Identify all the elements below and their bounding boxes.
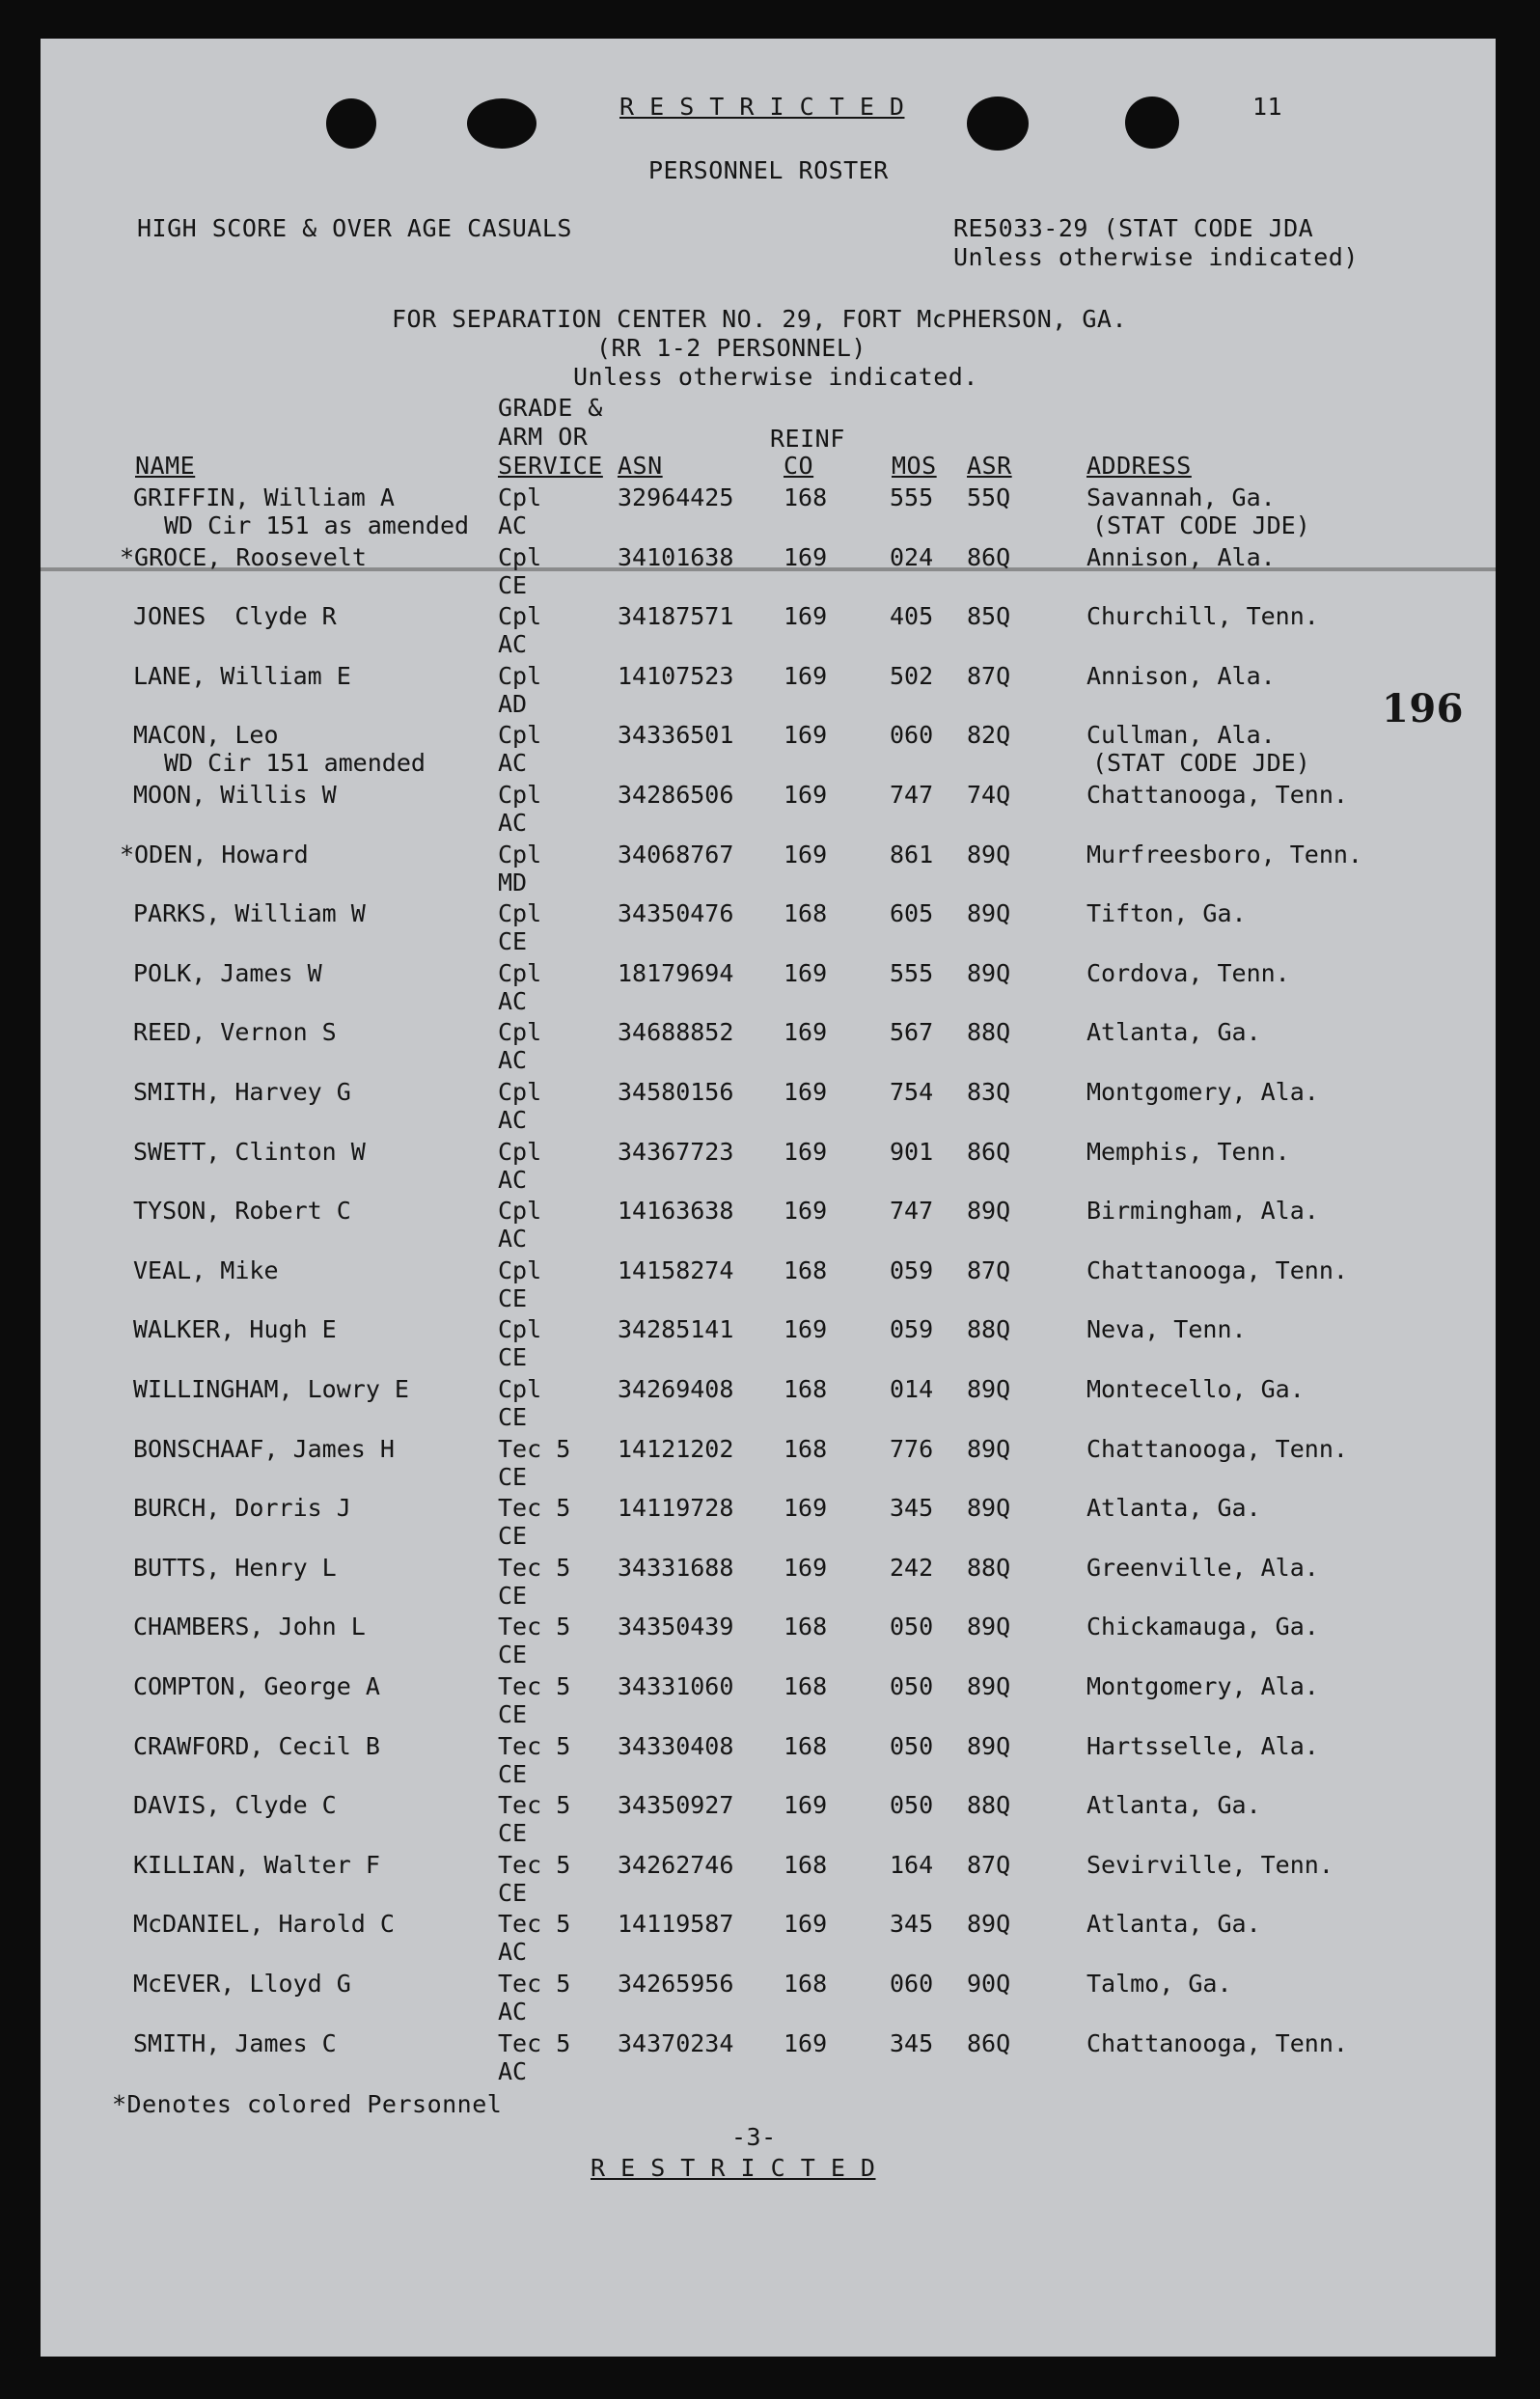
row-reinf-co: 169 [784, 958, 828, 987]
row-asn: 14107523 [618, 661, 734, 690]
row-grade: Cpl [498, 483, 542, 511]
row-name: POLK, James W [133, 958, 322, 987]
row-name: CRAWFORD, Cecil B [133, 1731, 380, 1760]
row-name: McEVER, Lloyd G [133, 1970, 351, 1998]
row-address: Chattanooga, Tenn. [1086, 781, 1348, 809]
row-asr: 86Q [967, 1137, 1011, 1166]
row-grade: Tec 5 [498, 1434, 571, 1463]
row-asr: 55Q [967, 483, 1011, 511]
table-row [41, 1731, 1496, 1791]
header-mos: MOS [892, 452, 937, 480]
table-row [41, 1553, 1496, 1613]
row-reinf-co: 169 [784, 661, 828, 690]
row-asr: 89Q [967, 958, 1011, 987]
row-address: Churchill, Tenn. [1086, 602, 1319, 631]
row-grade: Cpl [498, 1375, 542, 1403]
row-asr: 86Q [967, 542, 1011, 571]
row-asn: 34350927 [618, 1791, 734, 1820]
row-grade: Tec 5 [498, 1553, 571, 1582]
row-arm-service: AC [498, 1998, 528, 2026]
row-grade: Tec 5 [498, 1970, 571, 1998]
row-address: Chattanooga, Tenn. [1086, 1434, 1348, 1463]
row-reinf-co: 169 [784, 840, 828, 869]
row-grade: Tec 5 [498, 1910, 571, 1939]
row-asn: 34187571 [618, 602, 734, 631]
row-arm-service: AC [498, 511, 528, 539]
row-asn: 34336501 [618, 721, 734, 750]
row-asr: 89Q [967, 1613, 1011, 1641]
row-asn: 34265956 [618, 1970, 734, 1998]
table-row [41, 1017, 1496, 1077]
row-arm-service: AC [498, 2056, 528, 2085]
header-grade-line-2: ARM OR [498, 423, 589, 451]
table-row [41, 720, 1496, 780]
table-row [41, 542, 1496, 602]
row-arm-service: AC [498, 1938, 528, 1967]
row-note: WD Cir 151 as amended [164, 511, 470, 539]
row-arm-service: CE [498, 927, 528, 956]
row-reinf-co: 168 [784, 1613, 828, 1641]
row-address: Sevirville, Tenn. [1086, 1850, 1334, 1879]
table-row [41, 1434, 1496, 1494]
row-mos: 060 [890, 721, 934, 750]
row-mos: 754 [890, 1078, 934, 1106]
row-grade: Tec 5 [498, 1850, 571, 1879]
row-arm-service: AC [498, 1106, 528, 1134]
row-grade: Cpl [498, 721, 542, 750]
row-arm-service: AC [498, 630, 528, 659]
row-reinf-co: 168 [784, 1731, 828, 1760]
row-name: GRIFFIN, William A [133, 483, 395, 511]
row-address: Chickamauga, Ga. [1086, 1613, 1319, 1641]
center-line-2: (RR 1-2 PERSONNEL) [596, 334, 866, 362]
row-grade: Tec 5 [498, 1731, 571, 1760]
table-row [41, 2028, 1496, 2088]
header-grade-line-1: GRADE & [498, 394, 603, 422]
row-reinf-co: 168 [784, 899, 828, 928]
row-address: Cordova, Tenn. [1086, 958, 1290, 987]
row-arm-service: MD [498, 868, 528, 896]
row-reinf-co: 169 [784, 1315, 828, 1344]
header-co: CO [784, 452, 814, 480]
row-asr: 88Q [967, 1018, 1011, 1047]
row-address: Montgomery, Ala. [1086, 1078, 1319, 1106]
row-mos: 567 [890, 1018, 934, 1047]
row-asr: 85Q [967, 602, 1011, 631]
row-name: BUTTS, Henry L [133, 1553, 337, 1582]
row-asn: 34262746 [618, 1850, 734, 1879]
row-grade: Tec 5 [498, 1791, 571, 1820]
header-reinf: REINF [770, 425, 845, 453]
table-row [41, 1969, 1496, 2028]
row-reinf-co: 168 [784, 1375, 828, 1403]
row-address: Memphis, Tenn. [1086, 1137, 1290, 1166]
table-row [41, 1850, 1496, 1910]
row-name: *GROCE, Roosevelt [120, 542, 367, 571]
row-address: Talmo, Ga. [1086, 1970, 1232, 1998]
row-grade: Cpl [498, 1255, 542, 1284]
document-page [41, 39, 1496, 2357]
header-name: NAME [135, 452, 196, 480]
row-reinf-co: 169 [784, 1791, 828, 1820]
row-name: SWETT, Clinton W [133, 1137, 366, 1166]
table-row [41, 1077, 1496, 1137]
row-arm-service: CE [498, 1403, 528, 1431]
row-asr: 90Q [967, 1970, 1011, 1998]
row-arm-service: CE [498, 1462, 528, 1491]
row-asr: 89Q [967, 1731, 1011, 1760]
table-row [41, 1255, 1496, 1315]
row-name: COMPTON, George A [133, 1672, 380, 1700]
row-reinf-co: 169 [784, 1197, 828, 1226]
row-mos: 242 [890, 1553, 934, 1582]
row-address: Annison, Ala. [1086, 661, 1276, 690]
row-address-note: (STAT CODE JDE) [1092, 511, 1310, 539]
row-asn: 34285141 [618, 1315, 734, 1344]
row-address: Cullman, Ala. [1086, 721, 1276, 750]
row-asr: 87Q [967, 1255, 1011, 1284]
group-title: HIGH SCORE & OVER AGE CASUALS [137, 214, 572, 242]
table-row [41, 898, 1496, 958]
row-reinf-co: 169 [784, 1494, 828, 1523]
row-name: SMITH, James C [133, 2028, 337, 2057]
row-arm-service: AC [498, 1165, 528, 1194]
row-name: WALKER, Hugh E [133, 1315, 337, 1344]
row-asr: 89Q [967, 1910, 1011, 1939]
row-arm-service: CE [498, 1759, 528, 1788]
row-mos: 059 [890, 1255, 934, 1284]
row-asn: 14158274 [618, 1255, 734, 1284]
header-address: ADDRESS [1086, 452, 1192, 480]
header-asn: ASN [618, 452, 663, 480]
row-arm-service: CE [498, 1343, 528, 1372]
row-reinf-co: 169 [784, 2028, 828, 2057]
row-name: SMITH, Harvey G [133, 1078, 351, 1106]
row-asn: 34286506 [618, 781, 734, 809]
roster-title: PERSONNEL ROSTER [648, 156, 889, 184]
row-asn: 34269408 [618, 1375, 734, 1403]
row-mos: 502 [890, 661, 934, 690]
row-asn: 34688852 [618, 1018, 734, 1047]
row-reinf-co: 168 [784, 483, 828, 511]
table-row [41, 1137, 1496, 1197]
row-mos: 405 [890, 602, 934, 631]
row-mos: 901 [890, 1137, 934, 1166]
row-mos: 059 [890, 1315, 934, 1344]
table-row [41, 1790, 1496, 1850]
row-asr: 82Q [967, 721, 1011, 750]
header-asr: ASR [967, 452, 1012, 480]
restricted-footer: R E S T R I C T E D [591, 2154, 876, 2182]
row-address-note: (STAT CODE JDE) [1092, 749, 1310, 778]
row-asr: 88Q [967, 1553, 1011, 1582]
row-mos: 164 [890, 1850, 934, 1879]
row-asn: 34331688 [618, 1553, 734, 1582]
row-mos: 050 [890, 1672, 934, 1700]
row-address: Annison, Ala. [1086, 542, 1276, 571]
row-address: Tifton, Ga. [1086, 899, 1247, 928]
row-address: Atlanta, Ga. [1086, 1494, 1261, 1523]
row-asn: 34350476 [618, 899, 734, 928]
row-asr: 89Q [967, 1434, 1011, 1463]
row-address: Hartsselle, Ala. [1086, 1731, 1319, 1760]
row-arm-service: AC [498, 809, 528, 837]
row-name: KILLIAN, Walter F [133, 1850, 380, 1879]
row-name: MACON, Leo [133, 721, 279, 750]
punch-hole [967, 97, 1029, 151]
row-mos: 747 [890, 781, 934, 809]
row-asr: 89Q [967, 1494, 1011, 1523]
row-grade: Cpl [498, 1018, 542, 1047]
page-number: 11 [1252, 93, 1283, 121]
row-grade: Cpl [498, 1197, 542, 1226]
row-mos: 345 [890, 2028, 934, 2057]
row-address: Chattanooga, Tenn. [1086, 1255, 1348, 1284]
row-name: JONES Clyde R [133, 602, 337, 631]
row-address: Montecello, Ga. [1086, 1375, 1305, 1403]
row-asn: 34580156 [618, 1078, 734, 1106]
table-row [41, 1374, 1496, 1434]
row-reinf-co: 169 [784, 542, 828, 571]
row-arm-service: CE [498, 570, 528, 599]
restricted-header: R E S T R I C T E D [619, 93, 905, 121]
row-arm-service: AC [498, 749, 528, 778]
reference-line-1: RE5033-29 (STAT CODE JDA [953, 214, 1314, 242]
row-asr: 87Q [967, 1850, 1011, 1879]
row-grade: Tec 5 [498, 1494, 571, 1523]
row-asr: 89Q [967, 899, 1011, 928]
row-arm-service: CE [498, 1283, 528, 1312]
row-name: LANE, William E [133, 661, 351, 690]
row-asr: 83Q [967, 1078, 1011, 1106]
row-grade: Cpl [498, 958, 542, 987]
row-address: Savannah, Ga. [1086, 483, 1276, 511]
footnote: *Denotes colored Personnel [112, 2090, 503, 2118]
table-row [41, 1196, 1496, 1255]
row-name: BONSCHAAF, James H [133, 1434, 395, 1463]
row-name: WILLINGHAM, Lowry E [133, 1375, 409, 1403]
row-mos: 050 [890, 1791, 934, 1820]
row-grade: Cpl [498, 661, 542, 690]
row-name: PARKS, William W [133, 899, 366, 928]
row-mos: 861 [890, 840, 934, 869]
row-address: Greenville, Ala. [1086, 1553, 1319, 1582]
row-name: MOON, Willis W [133, 781, 337, 809]
row-grade: Tec 5 [498, 1613, 571, 1641]
row-asr: 88Q [967, 1791, 1011, 1820]
row-reinf-co: 169 [784, 1137, 828, 1166]
row-asn: 34101638 [618, 542, 734, 571]
row-reinf-co: 168 [784, 1850, 828, 1879]
row-name: VEAL, Mike [133, 1255, 279, 1284]
row-asn: 34331060 [618, 1672, 734, 1700]
row-arm-service: CE [498, 1878, 528, 1907]
row-asn: 18179694 [618, 958, 734, 987]
row-mos: 050 [890, 1731, 934, 1760]
row-grade: Tec 5 [498, 1672, 571, 1700]
row-asr: 74Q [967, 781, 1011, 809]
row-grade: Cpl [498, 1137, 542, 1166]
row-asn: 34370234 [618, 2028, 734, 2057]
table-row [41, 958, 1496, 1018]
row-asr: 89Q [967, 1672, 1011, 1700]
row-address: Atlanta, Ga. [1086, 1018, 1261, 1047]
row-asn: 14119728 [618, 1494, 734, 1523]
row-name: BURCH, Dorris J [133, 1494, 351, 1523]
row-name: CHAMBERS, John L [133, 1613, 366, 1641]
row-mos: 014 [890, 1375, 934, 1403]
table-row [41, 1612, 1496, 1671]
row-asn: 34350439 [618, 1613, 734, 1641]
punch-hole [326, 98, 376, 149]
row-asn: 34068767 [618, 840, 734, 869]
row-address: Neva, Tenn. [1086, 1315, 1247, 1344]
row-mos: 605 [890, 899, 934, 928]
table-row [41, 1314, 1496, 1374]
center-line-1: FOR SEPARATION CENTER NO. 29, FORT McPHERSON, GA. [392, 305, 1128, 333]
row-asn: 34367723 [618, 1137, 734, 1166]
header-grade-line-3: SERVICE [498, 452, 603, 480]
table-row [41, 483, 1496, 542]
row-mos: 345 [890, 1910, 934, 1939]
table-row [41, 1671, 1496, 1731]
row-mos: 060 [890, 1970, 934, 1998]
row-asn: 32964425 [618, 483, 734, 511]
table-row [41, 1909, 1496, 1969]
row-grade: Cpl [498, 781, 542, 809]
row-mos: 555 [890, 483, 934, 511]
table-row [41, 840, 1496, 899]
row-asr: 89Q [967, 1375, 1011, 1403]
row-asn: 14121202 [618, 1434, 734, 1463]
row-mos: 747 [890, 1197, 934, 1226]
row-address: Chattanooga, Tenn. [1086, 2028, 1348, 2057]
row-arm-service: AC [498, 1046, 528, 1075]
row-mos: 555 [890, 958, 934, 987]
table-row [41, 1493, 1496, 1553]
row-note: WD Cir 151 amended [164, 749, 426, 778]
row-address: Atlanta, Ga. [1086, 1791, 1261, 1820]
punch-hole [467, 98, 536, 149]
row-reinf-co: 169 [784, 1018, 828, 1047]
row-name: *ODEN, Howard [120, 840, 309, 869]
row-arm-service: CE [498, 1581, 528, 1610]
row-reinf-co: 168 [784, 1970, 828, 1998]
side-number: 196 [1382, 686, 1464, 731]
row-grade: Cpl [498, 899, 542, 928]
page-label: -3- [731, 2123, 777, 2151]
table-row [41, 601, 1496, 661]
row-name: TYSON, Robert C [133, 1197, 351, 1226]
row-name: McDANIEL, Harold C [133, 1910, 395, 1939]
row-arm-service: AD [498, 689, 528, 718]
row-reinf-co: 169 [784, 721, 828, 750]
row-grade: Cpl [498, 1078, 542, 1106]
row-reinf-co: 168 [784, 1434, 828, 1463]
row-name: DAVIS, Clyde C [133, 1791, 337, 1820]
row-asr: 89Q [967, 840, 1011, 869]
row-mos: 024 [890, 542, 934, 571]
row-arm-service: CE [498, 1522, 528, 1551]
row-mos: 345 [890, 1494, 934, 1523]
row-address: Murfreesboro, Tenn. [1086, 840, 1362, 869]
row-grade: Cpl [498, 602, 542, 631]
row-asr: 87Q [967, 661, 1011, 690]
table-row [41, 661, 1496, 721]
row-address: Montgomery, Ala. [1086, 1672, 1319, 1700]
row-asr: 88Q [967, 1315, 1011, 1344]
row-asn: 34330408 [618, 1731, 734, 1760]
row-arm-service: CE [498, 1700, 528, 1728]
row-arm-service: CE [498, 1641, 528, 1669]
row-mos: 050 [890, 1613, 934, 1641]
row-asn: 14163638 [618, 1197, 734, 1226]
punch-hole [1125, 97, 1179, 149]
reference-line-2: Unless otherwise indicated) [953, 243, 1359, 271]
row-name: REED, Vernon S [133, 1018, 337, 1047]
row-arm-service: AC [498, 1225, 528, 1254]
row-reinf-co: 168 [784, 1255, 828, 1284]
row-asr: 89Q [967, 1197, 1011, 1226]
row-reinf-co: 169 [784, 781, 828, 809]
row-grade: Tec 5 [498, 2028, 571, 2057]
row-reinf-co: 169 [784, 1078, 828, 1106]
row-reinf-co: 169 [784, 1553, 828, 1582]
center-line-3: Unless otherwise indicated. [573, 363, 978, 391]
row-asn: 14119587 [618, 1910, 734, 1939]
row-address: Birmingham, Ala. [1086, 1197, 1319, 1226]
table-row [41, 780, 1496, 840]
row-grade: Cpl [498, 1315, 542, 1344]
row-reinf-co: 168 [784, 1672, 828, 1700]
row-arm-service: CE [498, 1819, 528, 1848]
row-grade: Cpl [498, 542, 542, 571]
row-mos: 776 [890, 1434, 934, 1463]
row-arm-service: AC [498, 986, 528, 1015]
row-asr: 86Q [967, 2028, 1011, 2057]
row-address: Atlanta, Ga. [1086, 1910, 1261, 1939]
row-reinf-co: 169 [784, 602, 828, 631]
row-grade: Cpl [498, 840, 542, 869]
row-reinf-co: 169 [784, 1910, 828, 1939]
